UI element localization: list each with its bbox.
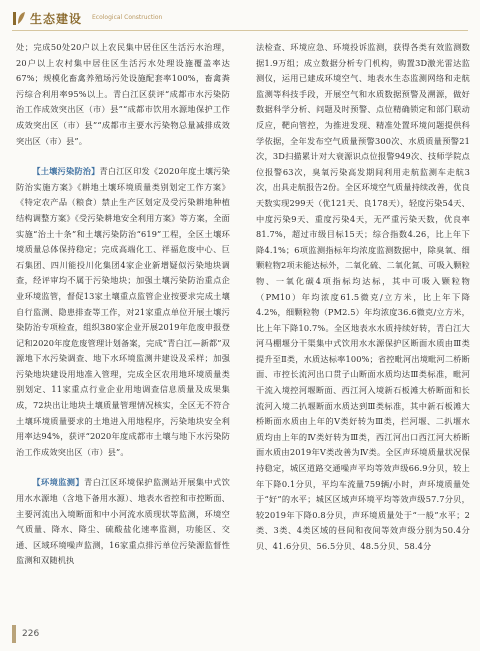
soil-pollution-text: 青白江区印发《2020年度土壤污染防治实施方案》《耕地土壤环境质量类别划定工作方案》《特定农产品（粮食）禁止生产区划定及受污染耕地种植结构调整方案》《受污染耕地安全利用方案》等方案，全面实施“治土十条”和土壤污染防治“619”工程，全区土壤环境质量总体保持稳定；完成高端化工、祥福危废中心、巨石集团、四川能投川化集团4家企业新增疑似污染地块调查，经评审均不属于污染地块；加强土壤污染防治重点企业环境监管，督促13家土壤重点监管企业按要求完成土壤自行监测、隐患排查等工作，对21家重点单位开展土壤污染防治专项检查，组织380家企业开展2019年危废申报登记和2020年度危废管理计划备案，完成“青白江—新都”双源地下水污染调查、地下水环境监测井建设及采样；加强污染地块建设用地准入管理，完成全区农用地环境质量类别划定、11家重点行业企业用地调查信息质量及成果集成，72块出让地块土壤质量管理情况核实，全区无不符合土壤环境质量要求的土地进入用地程序，污染地块安全利用率达94%，获评“2020年度成都市土壤与地下水污染防治工作成效突出区（市）县”。 — [16, 166, 231, 457]
section-subtitle: Ecological Construction — [92, 14, 163, 21]
left-column — [16, 40, 230, 569]
section-tag-soil: 【土壤污染防治】 — [32, 166, 100, 177]
paragraph-monitoring-continued: 法检查、环境应急、环境投诉监测，获得各类有效监测数据1.9万组；成立数据分析专门机构，购置3D激光雷达监测仪，运用已建成环境空气、地表水生态监测网络和走航监测等科技手段，开展空气和水质数据预警及溯源，做好数据科学分析、问题及时预警、点位精确锁定和部门联动反应，靶向管控，为推进发现、精准处置环境问题提供科学依据，全年发布空气质量预警300次、水质质量预警21次，3D扫描累计对大衰源识点位报警949次、技师学院点位报警63次，臭氧污染高发期间利用走航监测车走航3次，出具走航报告2份。全区环境空气质量持续改善，优良天数实现299天（优121天、良178天），轻度污染54天、中度污染9天、重度污染4天，无严重污染天数，优良率81.7%，超过市级目标15天；综合指数4.26，比上年下降4.1%；6项监测指标年均浓度监测数据中，除臭氧、细颗粒物2项未能达标外，二氧化硫、二氧化氮、可吸入颗粒物、一氧化碳4项指标均达标，其中可吸入颗粒物（PM10）年均浓度61.5微克/立方米，比上年下降4.2%，细颗粒物（PM2.5）年均浓度36.6微克/立方米，比上年下降10.7%。全区地表水水质持续好转，青白江大河马棚堰分干渠集中式饮用水水源保护区断面水质由Ⅲ类提升至Ⅱ类，水质达标率100%；省控毗河出境毗河二桥断面、市控长流河出口贯子山断面水质均达Ⅲ类标准，毗河干流入境控河堰断面、西江河入境新石板滩大桥断面和长流河入境二扒堰断面水质达到Ⅲ类标准，其中新石板滩大桥断面水质由上年的Ⅴ类好转为Ⅲ类，拦河堰、二扒堰水质均由上年的Ⅳ类好转为Ⅲ类，西江河出口西江河大桥断面水质由2019年Ⅴ类改善为Ⅳ类。全区声环境质量状况保持稳定，城区道路交通噪声平均等效声级66.9分贝，较上年下降0.1分贝，平均车流量759辆/小时，声环境质量处于“好”的水平；城区区域声环境平均等效声级57.7分贝，较2019年下降0.8分贝，声环境质量处于“一般”水平；2类、3类、4类区域的昼间和夜间等效声级分别为50.4分贝、41.6分贝、56.5分贝、48.5分贝、58.4分 — [256, 42, 470, 551]
page-number: 226 — [22, 629, 40, 639]
section-brand: 生态建设 — [30, 12, 83, 26]
section-tag-monitoring: 【环境监测】 — [32, 477, 85, 488]
monitoring-text: 青白江区环境保护监测站开展集中式饮用水水源地（含地下备用水源）、地表水省控和市控断面、主要河流出入境断面和中小河流水质现状等监测，环境空气质量、降水、降尘、硫酸盐化速率监测，功能区、交通、区域环境噪声监测，16家重点排污单位污染源监督性监测和双随机执 — [16, 477, 230, 566]
right-column — [256, 40, 470, 555]
footer-marker — [12, 625, 16, 643]
paragraph-water-treatment: 处；完成50处20户以上农民集中居住区生活污水治理，20户以上农村集中居住区生活污水处理设施覆盖率达67%；规模化畜禽养殖场污处设施配套率100%，畜禽粪污综合利用率95%以上。青白江区获评“成都市水污染防治工作成效突出区（市）县”“成都市饮用水源地保护工作成效突出区（市）县”“成都市主要水污染物总量减排成效突出区（市）县”。 — [16, 42, 230, 146]
paragraph-soil-pollution — [16, 164, 230, 460]
paragraph-environment-monitoring — [16, 475, 230, 569]
header-divider — [12, 30, 468, 31]
page-header — [12, 8, 472, 28]
leaf-logo-icon — [12, 10, 26, 26]
